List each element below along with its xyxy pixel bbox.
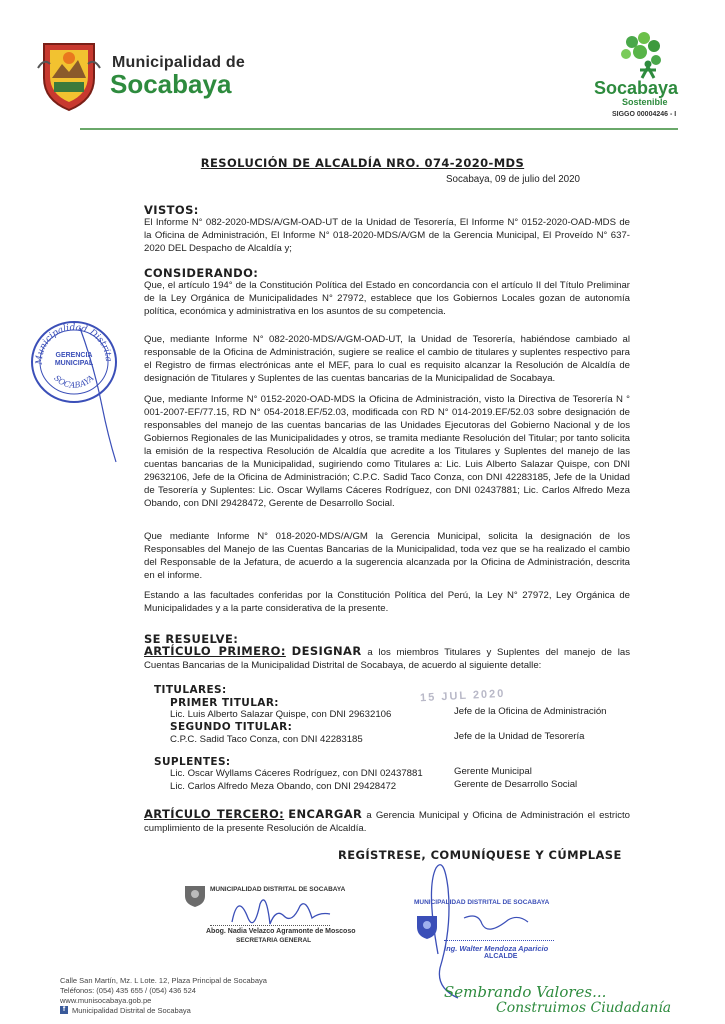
secretaria-title: SECRETARIA GENERAL (236, 937, 312, 944)
articulo-primero-label: ARTÍCULO PRIMERO: (144, 644, 286, 658)
segundo-titular-name: C.P.C. Sadid Taco Conza, con DNI 42283185 (170, 734, 363, 745)
footer-phones: Teléfonos: (054) 435 655 / (054) 436 524 (60, 986, 196, 995)
received-date-stamp: 15 JUL 2020 (419, 687, 506, 705)
socabaya-sostenible-logo (610, 30, 670, 80)
articulo-primero-verb: DESIGNAR (291, 644, 362, 658)
secretaria-name: Abog. Nadia Velazco Agramonte de Moscoso (206, 928, 356, 935)
articulo-primero (144, 645, 630, 672)
municipal-crest (36, 38, 102, 112)
considerando-heading: CONSIDERANDO: (144, 266, 259, 280)
alcalde-dotted-line (444, 940, 554, 941)
secretaria-dotted-line (210, 925, 330, 926)
articulo-tercero (144, 808, 630, 835)
footer-website[interactable]: www.munisocabaya.gob.pe (60, 996, 152, 1005)
primer-titular-role: Jefe de la Oficina de Administración (454, 706, 607, 717)
header-rule (80, 128, 678, 130)
suplente-2-name: Lic. Carlos Alfredo Meza Obando, con DNI 29428472 (170, 781, 397, 792)
articulo-tercero-text: a Gerencia Municipal y Oficina de Administración el estricto cumplimiento de la presente Resolución de Alcaldía. (144, 810, 630, 834)
primer-titular-label: PRIMER TITULAR: (170, 697, 279, 709)
titulares-heading: TITULARES: (154, 684, 227, 696)
segundo-titular-label: SEGUNDO TITULAR: (170, 721, 293, 733)
alcalde-name: Ing. Walter Mendoza Aparicio (444, 944, 549, 953)
vistos-heading: VISTOS: (144, 203, 199, 217)
municipality-name-line2: Socabaya (110, 69, 232, 99)
articulo-primero-text: a los miembros Titulares y Suplentes del manejo de las Cuentas Bancarias de la Municipalidad Distrital de Socabaya, de acuerdo al siguiente detalle: (144, 647, 630, 671)
articulo-tercero-label: ARTÍCULO TERCERO: (144, 807, 285, 821)
gerencia-stamp-bottom-text: SOCABAYA (52, 373, 96, 390)
articulo-tercero-verb: ENCARGAR (288, 807, 363, 821)
gerencia-stamp-center-text: GERENCIA MUNICIPAL (54, 352, 94, 367)
suplente-2-role: Gerente de Desarrollo Social (454, 779, 578, 790)
siggo-code: SIGGO 00004246 - I (612, 111, 677, 118)
considerando-paragraph-1: Que, el artículo 194° de la Constitución Política del Estado en concordancia con el artículo II del Título Preliminar de la Ley Orgánica de Municipalidades N° 27972, establece que los Gobiernos Locales gozan de autonomía política, económica y administrativa en los asuntos de su competencia. (144, 280, 630, 317)
considerando-paragraph-2: Que, mediante Informe N° 082-2020-MDS/A/GM-OAD-UT, la Unidad de Tesorería, habiéndose cambiado al responsable de la Oficina de Administración, sugiere se realice el cambio de titulares y suplentes respectivo para el Registro de firmas electrónicas ante el MEF, para lo cual es requisito alcanzar la Resolución de Alcaldía de designación de Titulares y Suplentes de las cuentas bancarias de la Municipalidad de Socabaya. (144, 334, 630, 384)
gerencia-signature-line (72, 326, 122, 466)
resolution-date: Socabaya, 09 de julio del 2020 (446, 174, 580, 185)
vistos-text: El Informe N° 082-2020-MDS/A/GM-OAD-UT de la Unidad de Tesorería, El Informe N° 0152-2020-OAD-MDS de la Oficina de Administración, El Informe N° 018-2020-MDS/A/GM de la Gerencia Municipal, El Proveído N° 637-2020 DEL Despacho de Alcaldía y; (144, 217, 630, 254)
suplentes-heading: SUPLENTES: (154, 756, 231, 768)
considerando-paragraph-3: Que, mediante Informe N° 0152-2020-OAD-MDS la Oficina de Administración, visto la Directiva de Tesorería N ° 001-2007-EF/77.15, RD N° 054-2018.EF/52.03, modificada con RD N° 014-2019.EF/52.03 sobre designación de responsables del manejo de las cuentas bancarias de las Unidades Ejecutoras del Gobierno Nacional y de los Gobiernos Regionales de las Municipalidades y otros, se tramita mediante Resolución del Titular; por tanto solicita la emisión de la respectiva Resolución de Alcaldía que acredite a los Titulares y Suplentes del manejo de las cuentas bancarias de la Municipalidad, sugiriendo como Titulares a: Lic. Luis Alberto Salazar Quispe, con DNI 29632106, Jefe de la Oficina de Administración; C.P.C. Sadid Taco Conza, con DNI 42283185, Jefe de la Unidad de Tesorería y Suplentes: Lic. Oscar Wyllams Cáceres Rodríguez, con DNI 02437881; Lic. Carlos Alfredo Meza Obando, con DNI 29428472, Gerente de Desarrollo Social. (144, 394, 630, 509)
footer-slogan-line1: Sembrando Valores... (444, 983, 607, 1001)
footer-slogan-line2: Construimos Ciudadanía (496, 1000, 672, 1016)
suplente-1-role: Gerente Municipal (454, 766, 532, 777)
facebook-icon: f (60, 1006, 68, 1014)
se-resuelve-heading: SE RESUELVE: (144, 632, 239, 646)
resolution-title: RESOLUCIÓN DE ALCALDÍA NRO. 074-2020-MDS (200, 156, 525, 170)
segundo-titular-role: Jefe de la Unidad de Tesorería (454, 731, 585, 742)
municipality-name-line1: Municipalidad de (112, 54, 245, 71)
considerando-paragraph-4: Que mediante Informe N° 018-2020-MDS/A/GM la Gerencia Municipal, solicita la designación de los Responsables del Manejo de las Cuentas Bancarias de la Municipalidad, toda vez que se ha realizado el cambio del Responsable de la Jefatura, de acuerdo a la sugerencia alcanzada por la Oficina de Administración, descrita en el informe. (144, 531, 630, 581)
considerando-paragraph-5: Estando a las facultades conferidas por la Constitución Política del Perú, la Ley N° 27972, Ley Orgánica de Municipalidades y a la parte considerativa de la presente. (144, 590, 630, 614)
secretaria-stamp-header: MUNICIPALIDAD DISTRITAL DE SOCABAYA (210, 886, 346, 893)
brand-name: Socabaya (594, 78, 679, 98)
alcalde-stamp-header: MUNICIPALIDAD DISTRITAL DE SOCABAYA (414, 899, 550, 906)
footer-address: Calle San Martín, Mz. L Lote. 12, Plaza Principal de Socabaya (60, 976, 267, 985)
alcalde-title: ALCALDE (484, 953, 518, 960)
footer-social[interactable]: Municipalidad Distrital de Socabaya (72, 1006, 191, 1015)
suplente-1-name: Lic. Oscar Wyllams Cáceres Rodríguez, con DNI 02437881 (170, 768, 423, 779)
primer-titular-name: Lic. Luis Alberto Salazar Quispe, con DNI 29632106 (170, 709, 392, 720)
gerencia-stamp-ring-text: Municipalidad Distrita (34, 322, 114, 365)
closing-formula: REGÍSTRESE, COMUNÍQUESE Y CÚMPLASE (338, 848, 622, 862)
secretaria-seal (182, 884, 208, 908)
brand-tagline: Sostenible (622, 97, 668, 107)
